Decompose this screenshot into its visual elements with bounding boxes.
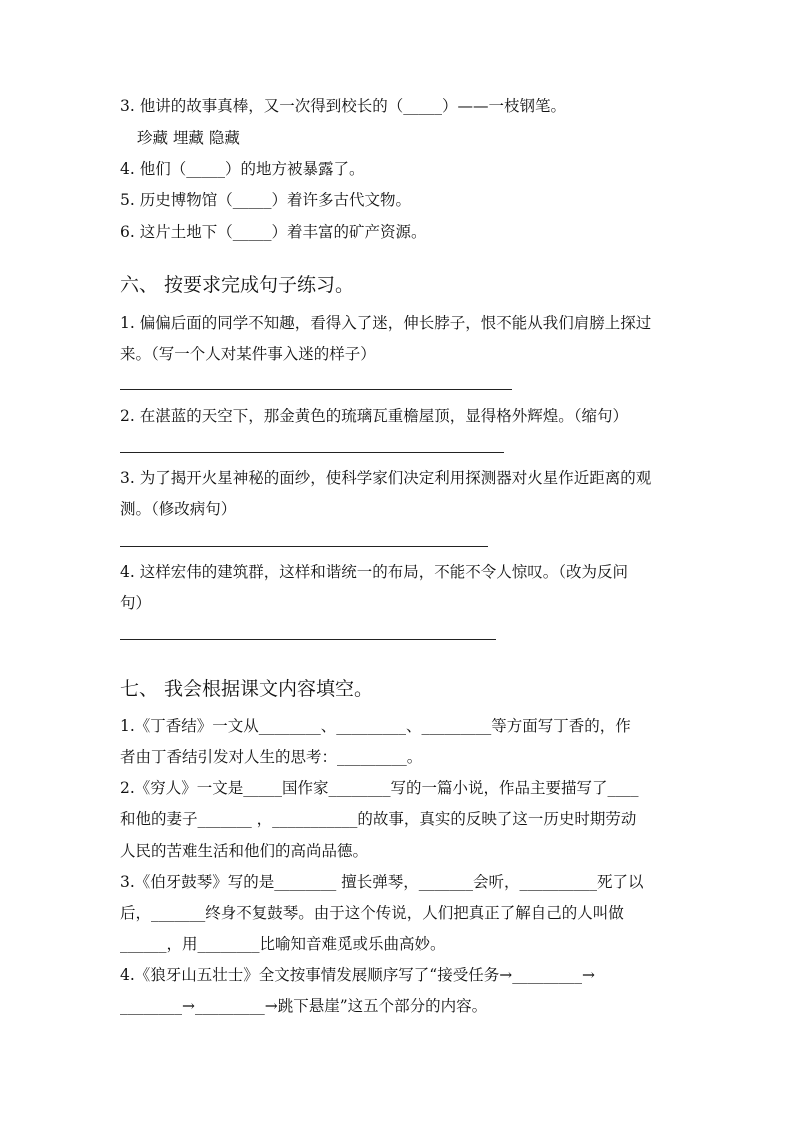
question-6-4-line2: 句） xyxy=(120,594,152,612)
question-6-1-line2: 来。（写一个人对某件事入迷的样子） xyxy=(120,345,376,363)
question-7-4-line1: 4.《狼牙山五壮士》全文按事情发展顺序写了“接受任务→_________→ xyxy=(120,966,595,984)
section-7-title: 七、 我会根据课文内容填空。 xyxy=(120,678,374,700)
question-7-2-line1: 2.《穷人》一文是_____国作家________写的一篇小说，作品主要描写了____ xyxy=(120,779,639,797)
question-7-2-line2: 和他的妻子_______ ，___________的故事，真实的反映了这一历史时期劳动 xyxy=(120,810,637,828)
question-6-1-line1: 1. 偏偏后面的同学不知趣，看得入了迷，伸长脖子，恨不能从我们肩膀上探过 xyxy=(120,314,652,332)
answer-line-6-4[interactable] xyxy=(120,639,496,640)
question-7-3-line2: 后，_______终身不复鼓琴。由于这个传说，人们把真正了解自己的人叫做 xyxy=(120,904,624,922)
answer-line-6-1[interactable] xyxy=(120,389,512,390)
question-6-3-line2: 测。（修改病句） xyxy=(120,500,237,518)
question-5-6: 6. 这片土地下（_____）着丰富的矿产资源。 xyxy=(120,223,427,241)
question-5-5: 5. 历史博物馆（_____）着许多古代文物。 xyxy=(120,191,411,209)
question-7-1-line2: 者由丁香结引发对人生的思考：_________。 xyxy=(120,748,423,766)
section-6-title: 六、 按要求完成句子练习。 xyxy=(120,274,355,296)
answer-line-6-2[interactable] xyxy=(120,452,504,453)
answer-line-6-3[interactable] xyxy=(120,546,488,547)
question-6-2: 2. 在湛蓝的天空下，那金黄色的琉璃瓦重檐屋顶，显得格外辉煌。（缩句） xyxy=(120,407,628,425)
question-7-3-line3: ______，用________比喻知音难觅或乐曲高妙。 xyxy=(120,935,446,953)
question-7-1-line1: 1.《丁香结》一文从________、_________、_________等方面写丁香的，作 xyxy=(120,717,631,735)
question-6-4-line1: 4. 这样宏伟的建筑群，这样和谐统一的布局，不能不令人惊叹。（改为反问 xyxy=(120,563,628,581)
question-5-3: 3. 他讲的故事真棒，又一次得到校长的（_____）——一枝钢笔。 xyxy=(120,97,566,115)
question-5-4: 4. 他们（_____）的地方被暴露了。 xyxy=(120,160,365,178)
word-options: 珍藏 埋藏 隐藏 xyxy=(137,129,240,147)
question-7-3-line1: 3.《伯牙鼓琴》写的是________ 擅长弹琴，_______会听，__________死了以 xyxy=(120,873,644,891)
question-6-3-line1: 3. 为了揭开火星神秘的面纱，使科学家们决定利用探测器对火星作近距离的观 xyxy=(120,469,652,487)
question-7-2-line3: 人民的苦难生活和他们的高尚品德。 xyxy=(120,842,369,860)
question-7-4-line2: ________→_________→跳下悬崖”这五个部分的内容。 xyxy=(120,997,488,1015)
